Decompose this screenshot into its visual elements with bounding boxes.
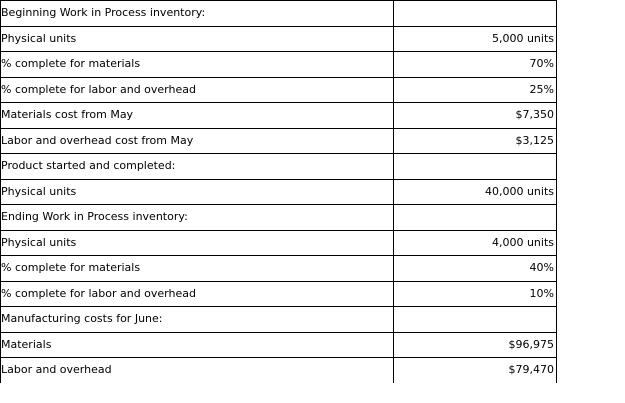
section-label: Manufacturing costs for June: (1, 307, 394, 333)
row-label: Labor and overhead cost from May (1, 128, 394, 154)
section-label: Beginning Work in Process inventory: (1, 1, 394, 27)
row-value (394, 205, 557, 231)
section-row-manufacturing-costs (1, 307, 557, 333)
row-label: % complete for labor and overhead (1, 281, 394, 307)
row-label: Physical units (1, 179, 394, 205)
row-value: 5,000 units (394, 26, 557, 52)
row-label: % complete for materials (1, 256, 394, 282)
row-value (394, 307, 557, 333)
section-row-beginning-wip (1, 1, 557, 27)
table-row (1, 26, 557, 52)
table-row (1, 179, 557, 205)
row-label: Physical units (1, 230, 394, 256)
section-label: Ending Work in Process inventory: (1, 205, 394, 231)
table-row (1, 103, 557, 129)
row-value (394, 154, 557, 180)
table-row (1, 77, 557, 103)
row-value: 40% (394, 256, 557, 282)
row-label: % complete for materials (1, 52, 394, 78)
table-row (1, 358, 557, 383)
table-row (1, 230, 557, 256)
row-value: 25% (394, 77, 557, 103)
row-value: $7,350 (394, 103, 557, 129)
row-value: 4,000 units (394, 230, 557, 256)
section-row-ending-wip (1, 205, 557, 231)
row-value: $3,125 (394, 128, 557, 154)
row-label: Physical units (1, 26, 394, 52)
row-label: Labor and overhead (1, 358, 394, 383)
row-value: $79,470 (394, 358, 557, 383)
table-row (1, 52, 557, 78)
row-value: 10% (394, 281, 557, 307)
table-row (1, 256, 557, 282)
section-label: Product started and completed: (1, 154, 394, 180)
table-row (1, 332, 557, 358)
table-row (1, 281, 557, 307)
table-row (1, 128, 557, 154)
row-label: Materials (1, 332, 394, 358)
row-label: % complete for labor and overhead (1, 77, 394, 103)
row-value: $96,975 (394, 332, 557, 358)
row-value (394, 1, 557, 27)
section-row-started-completed (1, 154, 557, 180)
row-value: 40,000 units (394, 179, 557, 205)
row-label: Materials cost from May (1, 103, 394, 129)
row-value: 70% (394, 52, 557, 78)
